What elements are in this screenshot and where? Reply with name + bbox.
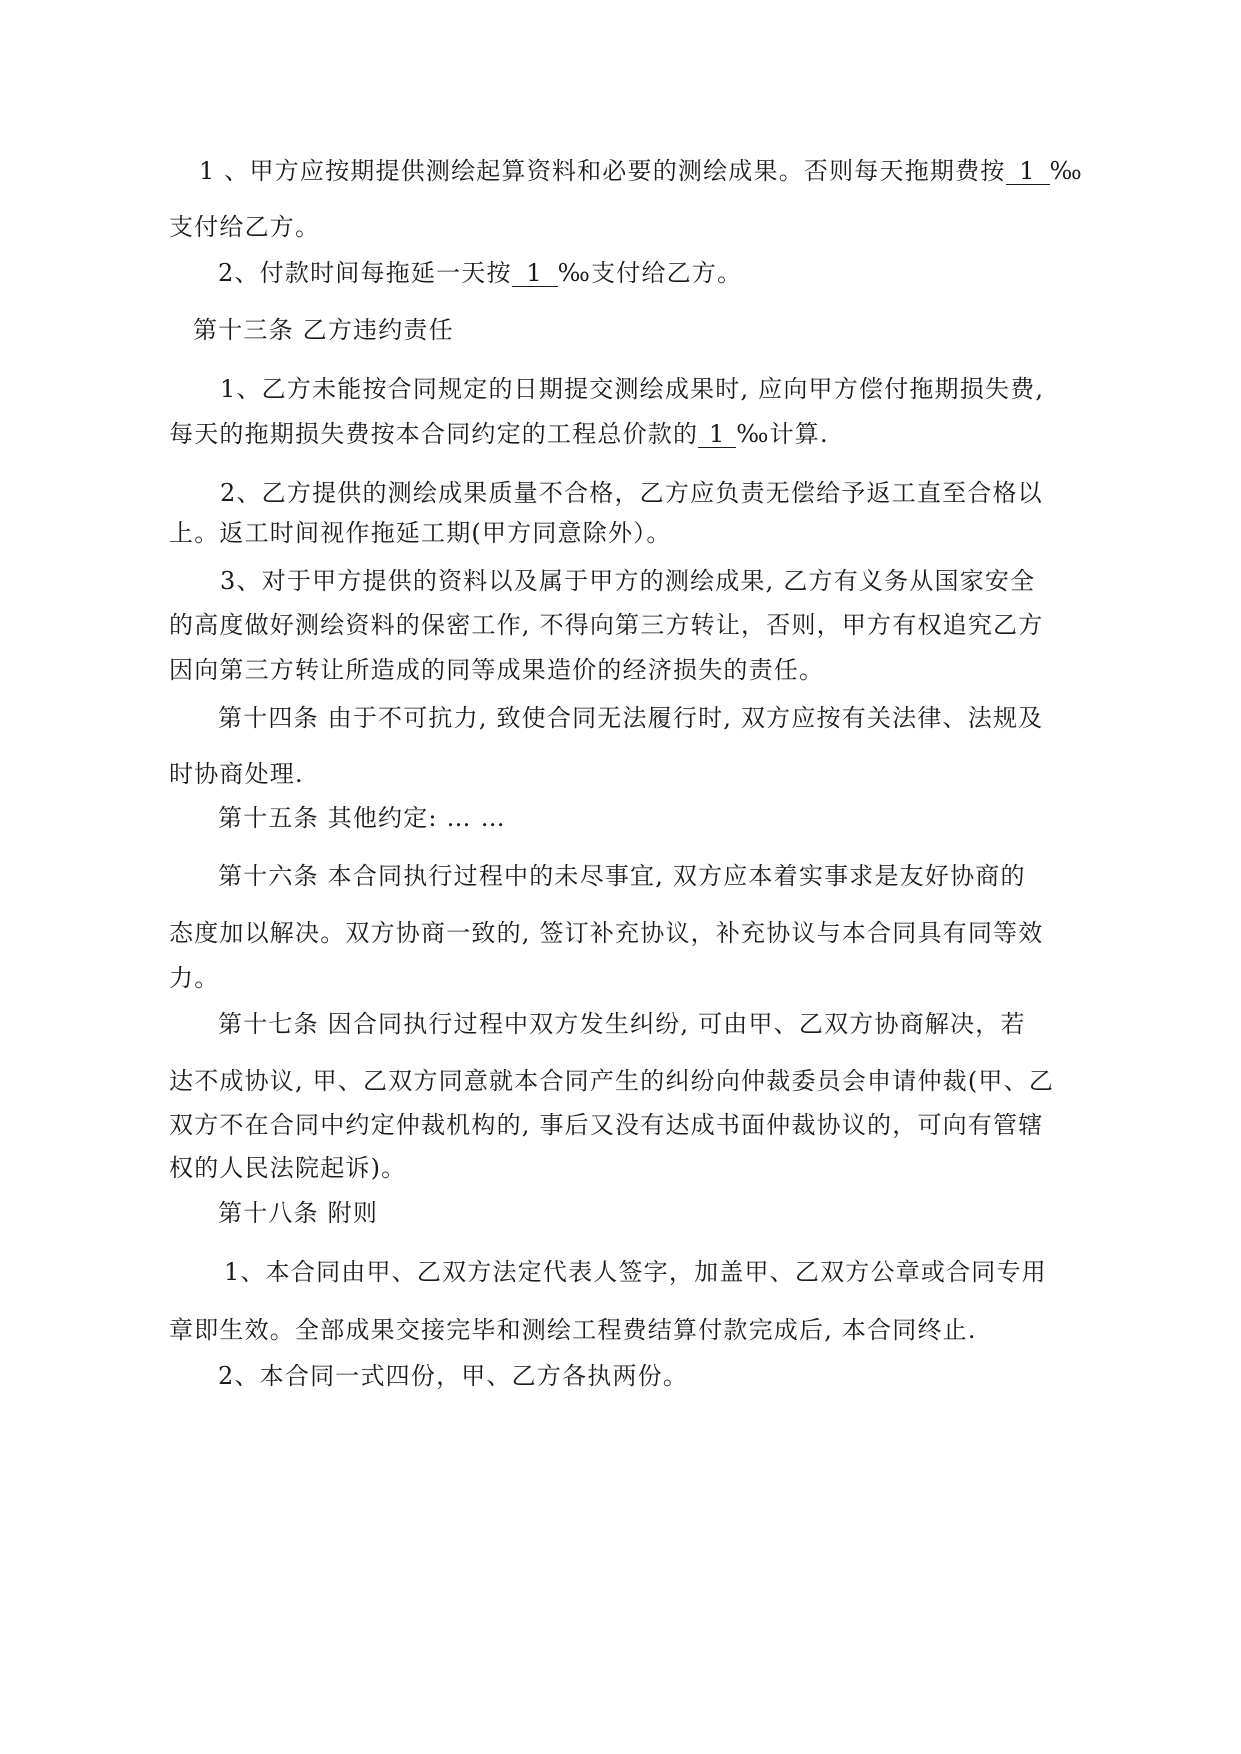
clause18-title: 第十八条 附则: [218, 1199, 379, 1227]
clause17-line3: 双方不在合同中约定仲裁机构的, 事后又没有达成书面仲裁协议的，可向有管辖: [169, 1111, 1044, 1139]
clause12-item1-text: 1 、甲方应按期提供测绘起算资料和必要的测绘成果。否则每天拖期费按: [199, 157, 1006, 185]
clause18-item2-line1: 2、本合同一式四份，甲、乙方各执两份。: [218, 1362, 689, 1390]
clause12-item2-tail: ‰支付给乙方。: [557, 259, 743, 287]
clause13-item1-line1: 1、乙方未能按合同规定的日期提交测绘成果时, 应向甲方偿付拖期损失费,: [220, 375, 1045, 403]
clause13-item3-line2: 的高度做好测绘资料的保密工作, 不得向第三方转让，否则，甲方有权追究乙方: [169, 611, 1044, 639]
clause13-item1-text: 每天的拖期损失费按本合同约定的工程总价款的: [169, 420, 699, 448]
permille-unit: ‰: [1049, 157, 1083, 185]
clause13-item1-tail: ‰计算.: [736, 420, 829, 448]
clause13-item2-line2: 上。返工时间视作拖延工期(甲方同意除外）。: [169, 519, 672, 547]
clause14-line2: 时协商处理.: [169, 760, 304, 788]
clause12-item2-text: 2、付款时间每拖延一天按: [218, 259, 512, 287]
clause18-item1-line1: 1、本合同由甲、乙双方法定代表人签字，加盖甲、乙双方公章或合同专用: [224, 1258, 1047, 1286]
clause13-item1-line2: [169, 419, 829, 449]
clause14-line1: 第十四条 由于不可抗力, 致使合同无法履行时, 双方应按有关法律、法规及: [218, 704, 1044, 732]
delay-loss-rate-blank: 1: [698, 421, 736, 448]
clause15-line1: 第十五条 其他约定: … …: [218, 804, 506, 832]
clause13-item2-line1: 2、乙方提供的测绘成果质量不合格，乙方应负责无偿给予返工直至合格以: [220, 479, 1043, 507]
clause12-item2-line1: [218, 258, 742, 288]
clause13-item3-line3: 因向第三方转让所造成的同等成果造价的经济损失的责任。: [169, 656, 825, 684]
clause13-item3-line1: 3、对于甲方提供的资料以及属于甲方的测绘成果, 乙方有义务从国家安全: [220, 567, 1036, 595]
clause13-title: 第十三条 乙方违约责任: [193, 316, 454, 344]
clause12-item1-line1: [199, 156, 1083, 186]
clause16-line1: 第十六条 本合同执行过程中的未尽事宜, 双方应本着实事求是友好协商的: [218, 862, 1026, 890]
clause17-line2: 达不成协议, 甲、乙双方同意就本合同产生的纠纷向仲裁委员会申请仲裁(甲、乙: [169, 1067, 1055, 1095]
payment-delay-rate-blank: 1: [512, 260, 558, 287]
clause16-line2: 态度加以解决。双方协商一致的, 签订补充协议，补充协议与本合同具有同等效: [169, 919, 1044, 947]
clause18-item1-line2: 章即生效。全部成果交接完毕和测绘工程费结算付款完成后, 本合同终止.: [169, 1316, 977, 1344]
clause16-line3: 力。: [169, 964, 220, 992]
clause17-line4: 权的人民法院起诉)。: [169, 1154, 407, 1182]
penalty-rate-blank: 1: [1006, 158, 1050, 185]
clause17-line1: 第十七条 因合同执行过程中双方发生纠纷, 可由甲、乙双方协商解决，若: [218, 1010, 1026, 1038]
clause12-item1-line2: 支付给乙方。: [169, 213, 321, 241]
